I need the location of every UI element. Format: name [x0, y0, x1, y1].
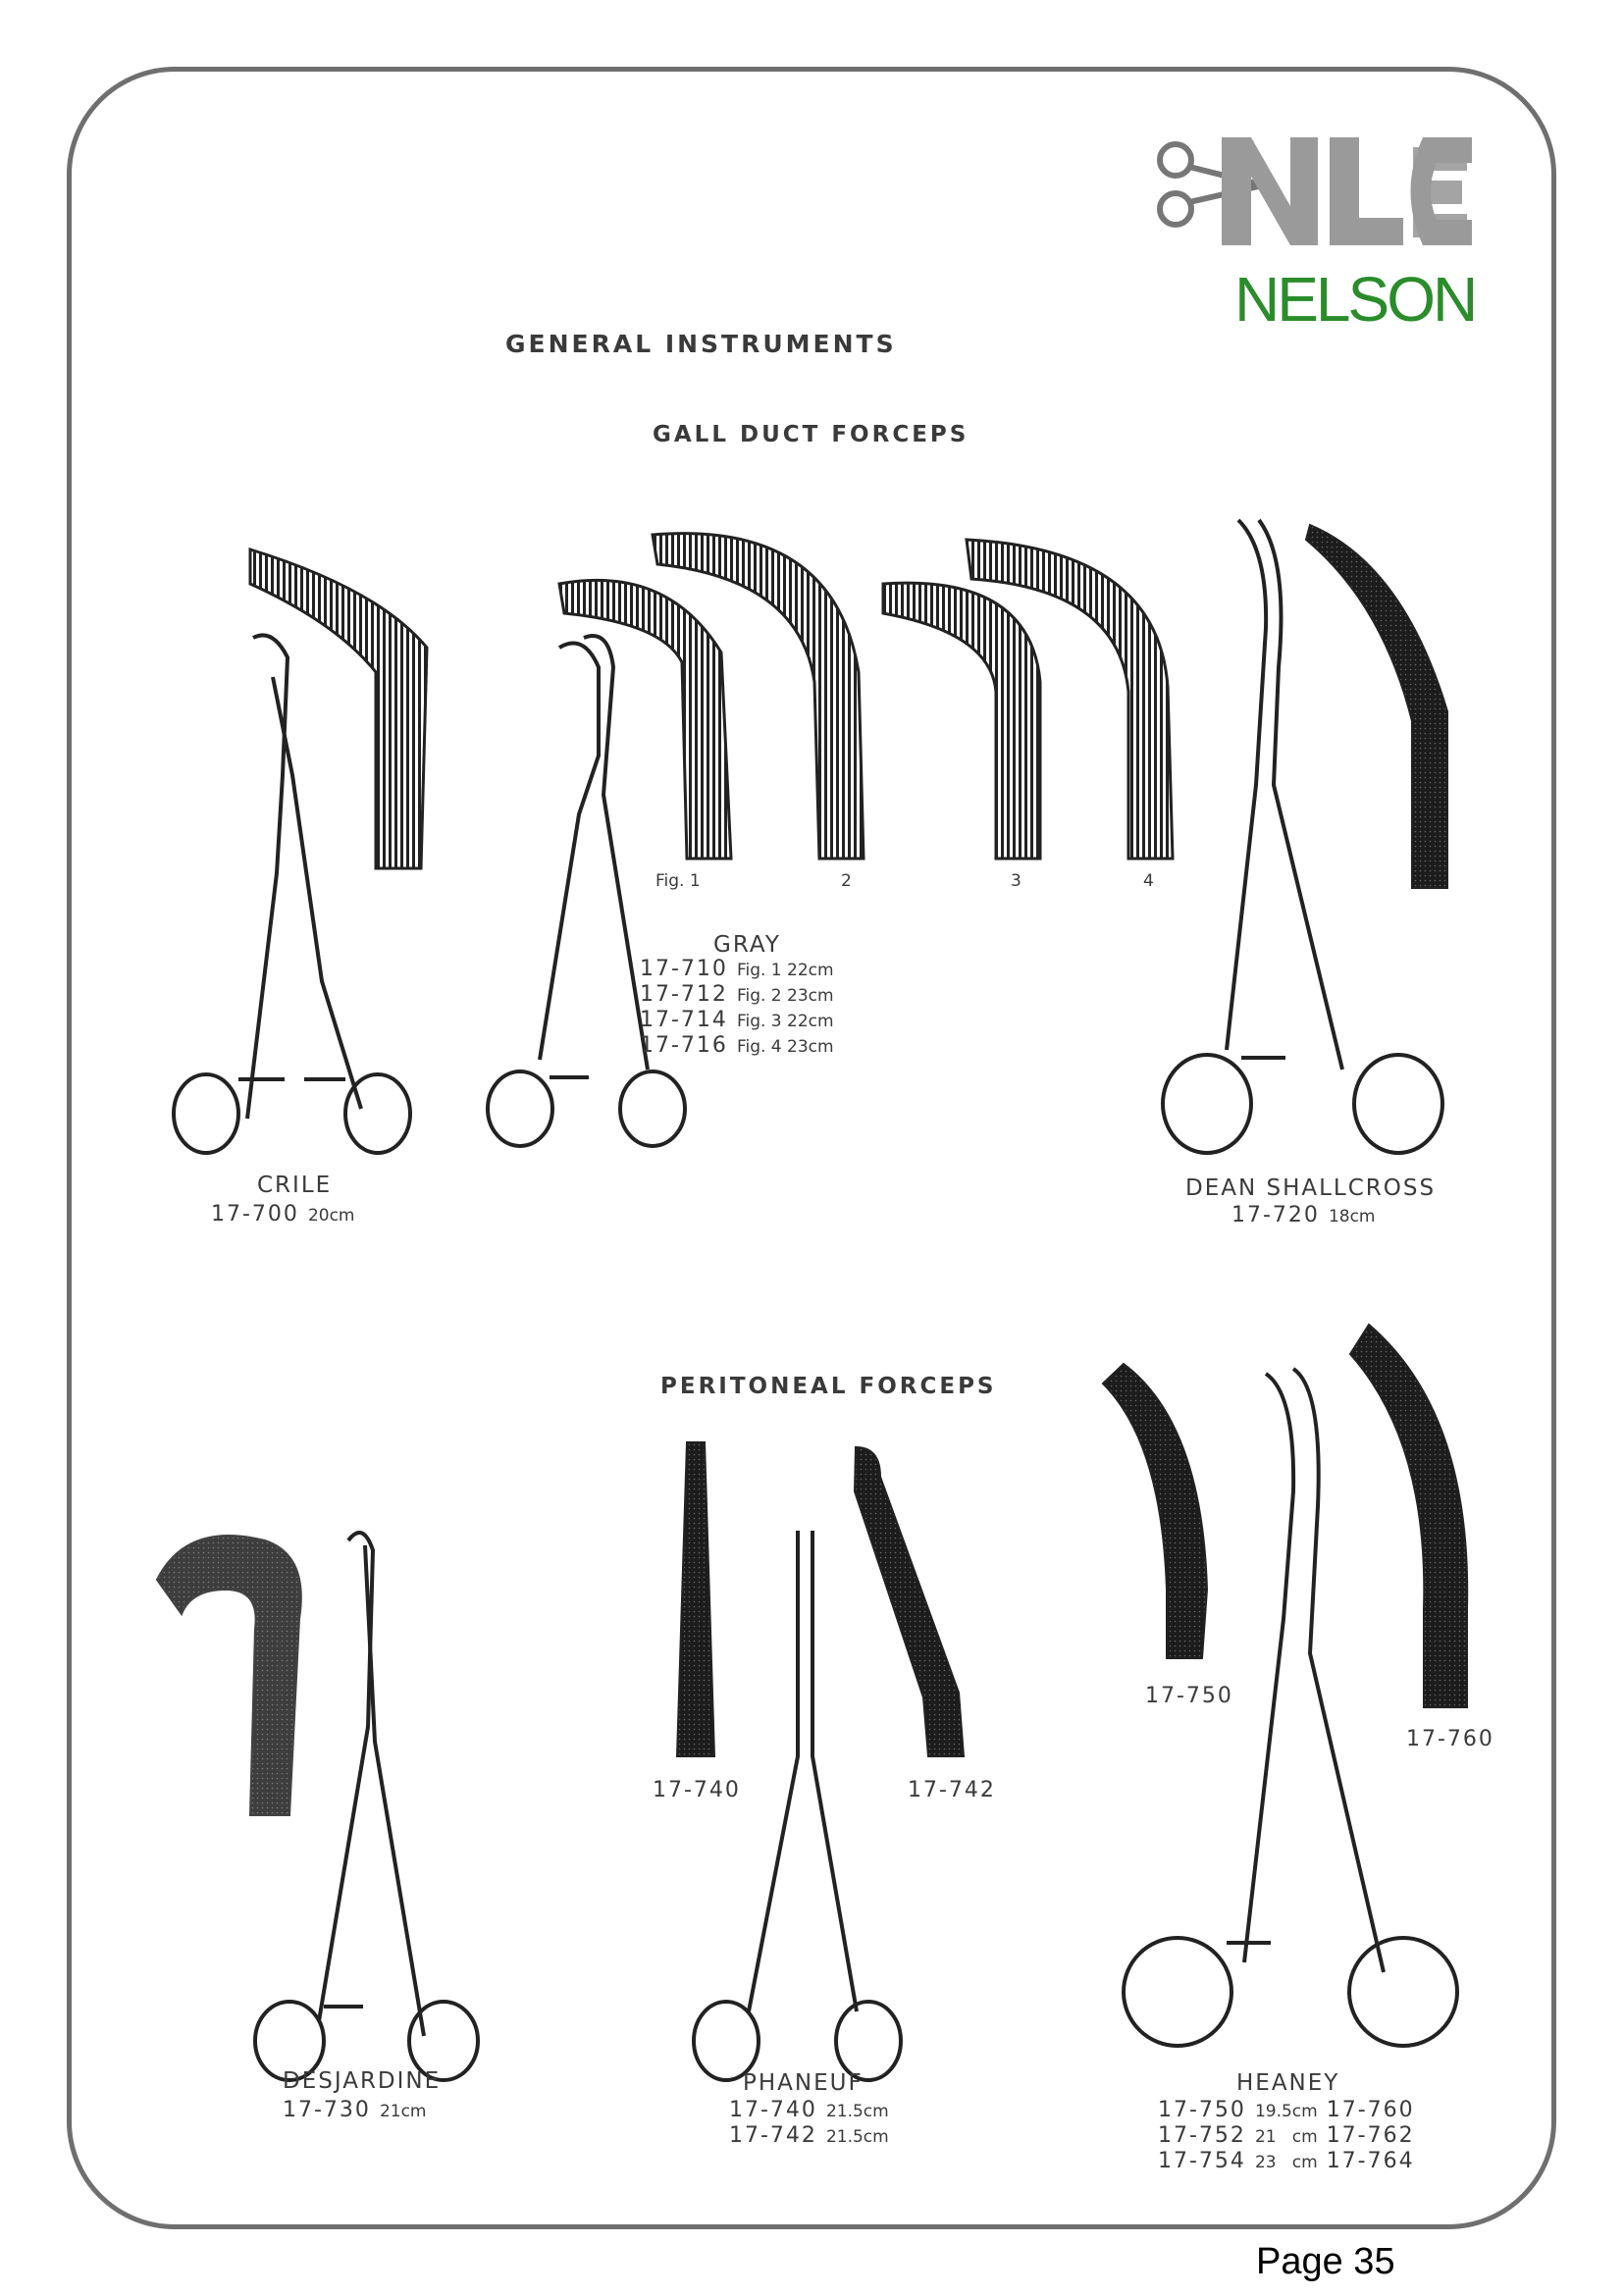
code-size: 20cm — [307, 1206, 355, 1226]
gray-jaw-fig-3 — [883, 583, 1040, 859]
code-number: 17-750 — [1158, 2098, 1246, 2122]
code-number: 17-712 — [640, 982, 728, 1007]
code-number: 17-710 — [640, 957, 728, 981]
heaney-jaw-17-760 — [1350, 1325, 1467, 1707]
product-code — [640, 1008, 834, 1032]
heaney-jaw-17-750 — [1103, 1364, 1207, 1658]
code-size: 23 cm — [1254, 2153, 1318, 2172]
gray-forceps-illustration — [488, 636, 685, 1146]
code-alt: 17-762 — [1326, 2123, 1415, 2148]
tip-label: 17-760 — [1406, 1727, 1494, 1751]
product-code — [640, 982, 834, 1007]
code-size: 21cm — [379, 2102, 427, 2121]
product-code — [640, 957, 834, 981]
code-size: 19.5cm — [1254, 2102, 1318, 2121]
code-size: 21 cm — [1254, 2127, 1318, 2147]
code-number: 17-742 — [729, 2123, 817, 2148]
tip-label: 17-742 — [908, 1778, 996, 1802]
gray-figure-label: 4 — [1143, 871, 1154, 891]
code-number: 17-730 — [283, 2098, 371, 2122]
product-name-heaney: HEANEY — [1236, 2070, 1340, 2096]
crile-jaw-detail — [250, 549, 427, 868]
code-alt: 17-764 — [1326, 2149, 1415, 2173]
product-code — [729, 2123, 889, 2148]
desjardine-jaw-detail — [157, 1536, 301, 1815]
code-alt: 17-760 — [1326, 2098, 1415, 2122]
product-code — [1158, 2149, 1415, 2173]
product-code — [1231, 1203, 1375, 1227]
code-number: 17-716 — [640, 1033, 728, 1058]
code-number: 17-754 — [1158, 2149, 1246, 2173]
tip-label: 17-750 — [1145, 1684, 1233, 1708]
product-name-gray: GRAY — [713, 932, 781, 958]
product-name-desjardine: DESJARDINE — [283, 2068, 442, 2094]
product-code — [729, 2098, 889, 2122]
product-name-dean-shallcross: DEAN SHALLCROSS — [1185, 1175, 1437, 1201]
code-number: 17-720 — [1231, 1203, 1320, 1227]
section-title-gall-duct: GALL DUCT FORCEPS — [653, 422, 969, 447]
section-title-peritoneal: PERITONEAL FORCEPS — [660, 1374, 997, 1399]
gray-jaw-fig-1 — [559, 580, 731, 859]
product-name-phaneuf: PHANEUF — [743, 2070, 864, 2096]
gray-figure-label: Fig. 1 — [655, 871, 701, 891]
gray-figure-label: 3 — [1011, 871, 1022, 891]
code-number: 17-714 — [640, 1008, 728, 1032]
code-size: 21.5cm — [825, 2127, 889, 2147]
product-code — [211, 1202, 354, 1226]
page-heading: GENERAL INSTRUMENTS — [505, 330, 897, 358]
phaneuf-jaw-17-740 — [677, 1442, 714, 1756]
code-number: 17-752 — [1158, 2123, 1246, 2148]
product-code — [1158, 2098, 1415, 2122]
code-number: 17-740 — [729, 2098, 817, 2122]
product-code — [640, 1033, 834, 1058]
brand-name: NELSON — [1234, 264, 1476, 335]
product-name-crile: CRILE — [257, 1173, 333, 1198]
code-number: 17-700 — [211, 1202, 299, 1226]
product-code — [1158, 2123, 1415, 2148]
product-code — [283, 2098, 426, 2122]
tip-label: 17-740 — [653, 1778, 741, 1802]
phaneuf-forceps-illustration — [694, 1531, 901, 2080]
nlsc-logo-letters — [1222, 137, 1472, 245]
dean-jaw-detail — [1306, 525, 1447, 888]
gray-figure-label: 2 — [841, 871, 852, 891]
code-size: Fig. 1 22cm — [736, 961, 834, 980]
page-number: Page 35 — [1256, 2241, 1395, 2282]
code-size: 21.5cm — [825, 2102, 889, 2121]
phaneuf-jaw-17-742 — [855, 1447, 964, 1756]
code-size: Fig. 3 22cm — [736, 1012, 834, 1031]
code-size: Fig. 2 23cm — [736, 986, 834, 1006]
code-size: Fig. 4 23cm — [736, 1037, 834, 1057]
code-size: 18cm — [1328, 1207, 1376, 1226]
